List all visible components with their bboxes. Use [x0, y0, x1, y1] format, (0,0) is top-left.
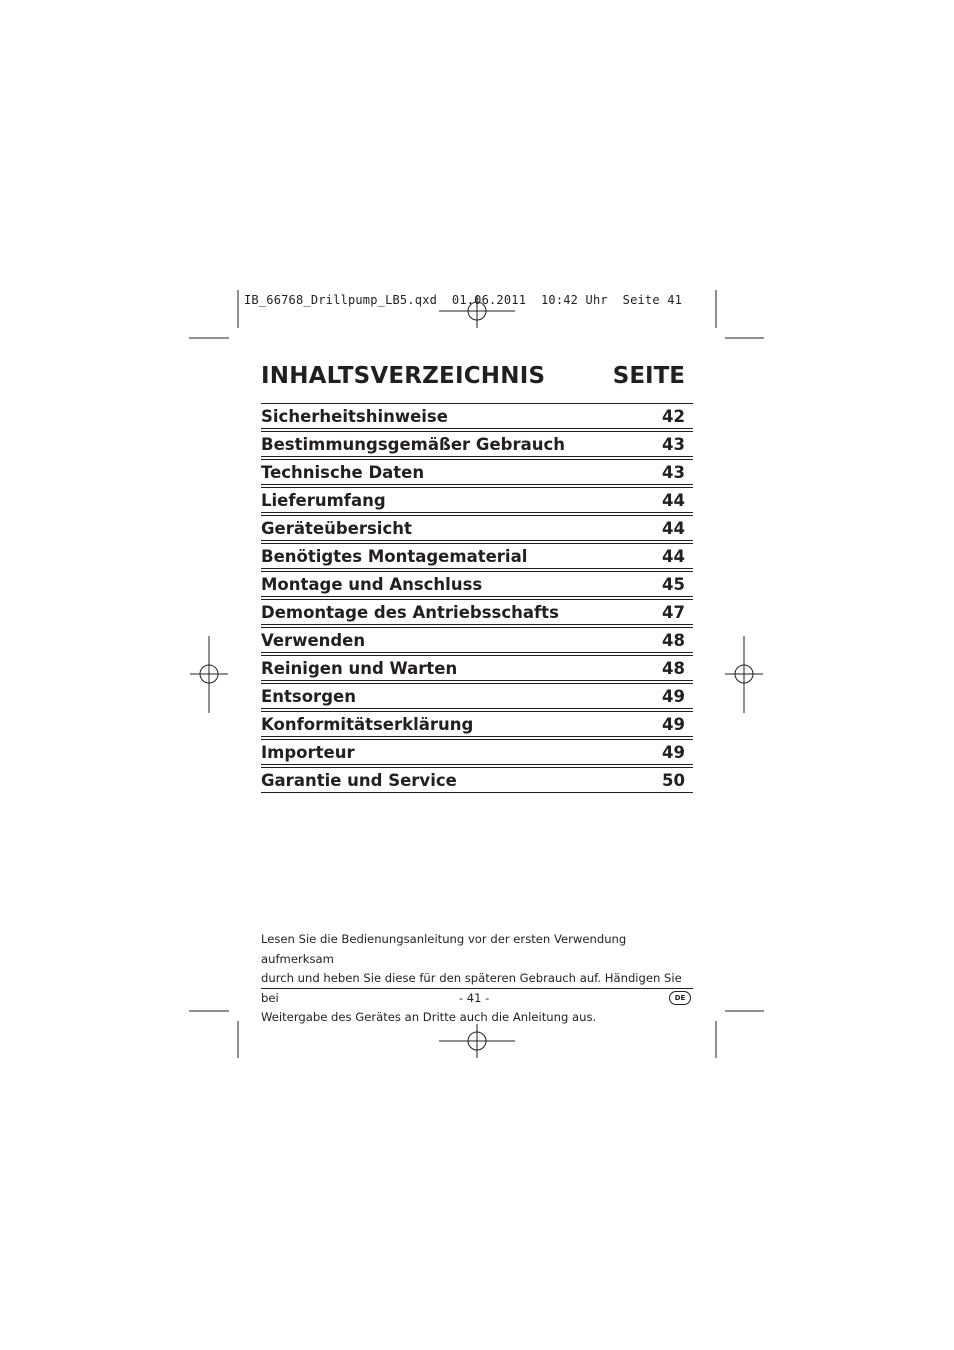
toc-entry-label: Garantie und Service: [261, 771, 457, 790]
toc-entry[interactable]: [261, 599, 693, 625]
toc-entry-page: 49: [662, 715, 685, 734]
toc-entry-label: Demontage des Antriebsschafts: [261, 603, 559, 622]
toc-entry[interactable]: [261, 543, 693, 569]
toc-entry-page: 47: [662, 603, 685, 622]
toc-entry-label: Bestimmungsgemäßer Gebrauch: [261, 435, 566, 454]
toc-entry-page: 50: [662, 771, 685, 790]
table-of-contents: [261, 403, 693, 795]
footer-divider: [261, 988, 693, 989]
toc-entry[interactable]: [261, 739, 693, 765]
toc-entry-page: 43: [662, 463, 685, 482]
language-badge: DE: [669, 991, 691, 1005]
toc-header: [261, 363, 685, 393]
page-title: INHALTSVERZEICHNIS: [261, 363, 546, 389]
intro-line: durch und heben Sie diese für den späteren Gebrauch auf. Händigen Sie bei: [261, 971, 682, 1005]
page-column-heading: SEITE: [612, 363, 685, 389]
toc-entry-page: 48: [662, 631, 685, 650]
toc-entry[interactable]: [261, 655, 693, 681]
toc-entry-page: 42: [662, 407, 685, 426]
toc-entry-page: 44: [662, 547, 685, 566]
toc-entry-page: 44: [662, 491, 685, 510]
toc-entry[interactable]: [261, 767, 693, 793]
page-number: - 41 -: [459, 991, 490, 1005]
intro-line: Lesen Sie die Bedienungsanleitung vor der ersten Verwendung aufmerksam: [261, 932, 627, 966]
toc-entry[interactable]: [261, 571, 693, 597]
toc-entry[interactable]: [261, 403, 693, 429]
intro-paragraph: [261, 930, 693, 1028]
toc-entry-label: Lieferumfang: [261, 491, 386, 510]
toc-entry-label: Benötigtes Montagematerial: [261, 547, 528, 566]
toc-entry-page: 45: [662, 575, 685, 594]
toc-entry[interactable]: [261, 683, 693, 709]
toc-entry-page: 44: [662, 519, 685, 538]
toc-entry-label: Reinigen und Warten: [261, 659, 458, 678]
toc-entry-page: 48: [662, 659, 685, 678]
toc-entry-label: Montage und Anschluss: [261, 575, 483, 594]
toc-entry-page: 49: [662, 743, 685, 762]
toc-entry-label: Konformitätserklärung: [261, 715, 474, 734]
toc-entry-page: 49: [662, 687, 685, 706]
toc-entry[interactable]: [261, 487, 693, 513]
toc-entry-label: Geräteübersicht: [261, 519, 412, 538]
toc-entry[interactable]: [261, 711, 693, 737]
toc-entry-label: Entsorgen: [261, 687, 356, 706]
toc-entry-label: Technische Daten: [261, 463, 425, 482]
toc-entry[interactable]: [261, 431, 693, 457]
toc-entry-label: Verwenden: [261, 631, 366, 650]
toc-entry[interactable]: [261, 515, 693, 541]
print-slug-line: IB_66768_Drillpump_LB5.qxd 01.06.2011 10:42 Uhr Seite 41: [244, 293, 683, 307]
toc-entry-label: Sicherheitshinweise: [261, 407, 448, 426]
toc-entry-page: 43: [662, 435, 685, 454]
toc-entry[interactable]: [261, 459, 693, 485]
intro-line: Weitergabe des Gerätes an Dritte auch die Anleitung aus.: [261, 1010, 597, 1024]
toc-entry-label: Importeur: [261, 743, 355, 762]
toc-entry[interactable]: [261, 627, 693, 653]
